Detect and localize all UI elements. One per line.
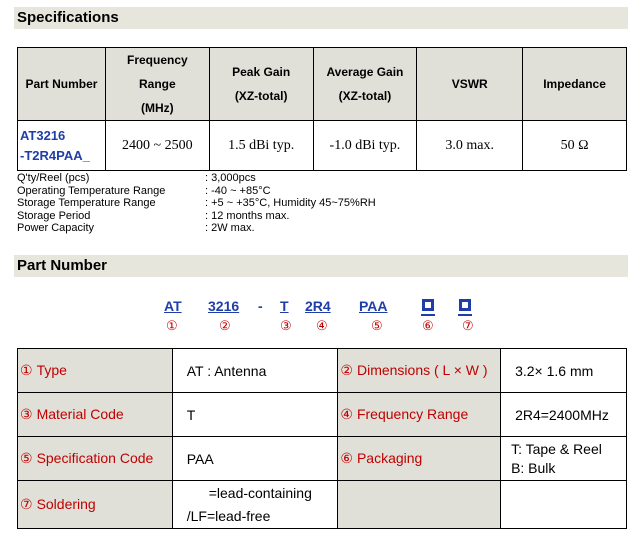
packaging-underline: [421, 314, 435, 316]
pn-row: [18, 481, 627, 529]
marker-4: ④: [316, 318, 328, 333]
value-packaging: T: Tape & Reel B: Bulk: [501, 437, 627, 481]
header-peak-gain: Peak Gain (XZ-total): [209, 48, 313, 121]
code-segment-frequency: 2R4: [305, 298, 331, 314]
specifications-heading: Specifications: [14, 7, 628, 29]
soldering-box-icon: [459, 299, 471, 311]
part-number-table: [17, 348, 627, 529]
cell-average-gain: -1.0 dBi typ.: [313, 121, 417, 171]
cell-peak-gain: 1.5 dBi typ.: [209, 121, 313, 171]
cell-vswr: 3.0 max.: [417, 121, 523, 171]
cell-impedance: 50 Ω: [523, 121, 627, 171]
label-specification-code: ⑤ Specification Code: [18, 437, 173, 481]
label-material-code: ③ Material Code: [18, 393, 173, 437]
marker-3: ③: [280, 318, 292, 333]
marker-2: ②: [219, 318, 231, 333]
header-frequency: Frequency Range (MHz): [105, 48, 209, 121]
soldering-underline: [458, 314, 472, 316]
empty-value-cell: [501, 481, 627, 529]
code-separator: -: [258, 298, 263, 314]
pn-row: [18, 393, 627, 437]
packaging-box-icon: [422, 299, 434, 311]
empty-label-cell: [338, 481, 501, 529]
value-dimensions: 3.2× 1.6 mm: [501, 349, 627, 393]
label-packaging: ⑥ Packaging: [338, 437, 501, 481]
value-material-code: T: [172, 393, 338, 437]
spec-header-row: [18, 48, 627, 121]
part-number-heading: Part Number: [14, 255, 628, 277]
marker-6: ⑥: [422, 318, 434, 333]
marker-5: ⑤: [371, 318, 383, 333]
specifications-table: [17, 47, 627, 171]
marker-1: ①: [166, 318, 178, 333]
header-average-gain: Average Gain (XZ-total): [313, 48, 417, 121]
code-segment-type: AT: [164, 298, 182, 314]
value-specification-code: PAA: [172, 437, 338, 481]
code-segment-specification: PAA: [359, 298, 388, 314]
header-part-number: Part Number: [18, 48, 106, 121]
value-type: AT : Antenna: [172, 349, 338, 393]
cell-part-number: AT3216 -T2R4PAA_: [18, 121, 106, 171]
label-type: ① Type: [18, 349, 173, 393]
pn-row: [18, 437, 627, 481]
header-impedance: Impedance: [523, 48, 627, 121]
label-frequency-range: ④ Frequency Range: [338, 393, 501, 437]
cell-frequency: 2400 ~ 2500: [105, 121, 209, 171]
marker-7: ⑦: [462, 318, 474, 333]
spec-data-row: [18, 121, 627, 171]
pn-row: [18, 349, 627, 393]
code-segment-material: T: [280, 298, 289, 314]
code-segment-dimensions: 3216: [208, 298, 240, 314]
label-dimensions: ② Dimensions ( L × W ): [338, 349, 501, 393]
header-vswr: VSWR: [417, 48, 523, 121]
label-soldering: ⑦ Soldering: [18, 481, 173, 529]
value-soldering: =lead-containing /LF=lead-free: [172, 481, 338, 529]
value-frequency-range: 2R4=2400MHz: [501, 393, 627, 437]
